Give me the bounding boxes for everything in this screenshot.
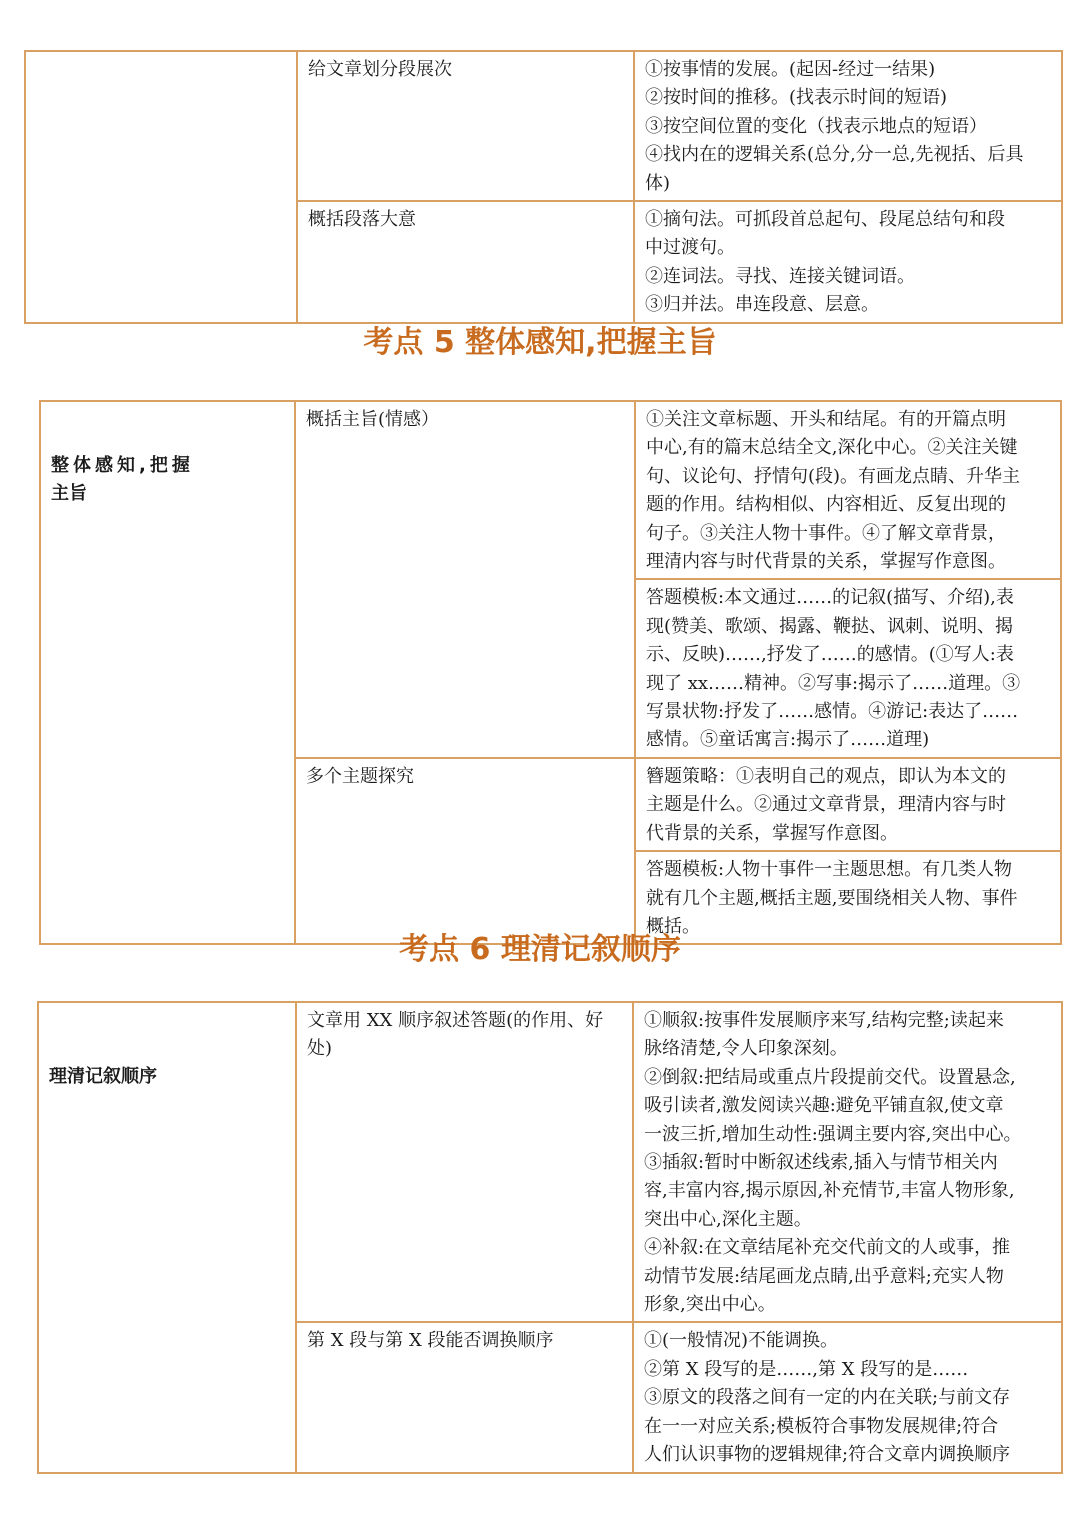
method-cell: ①关注文章标题、开头和结尾。有的开篇点明 中心,有的篇末总结全文,深化中心。②关注关键 句、议论句、抒情句(段)。有画龙点睛、升华主 题的作用。结构相似、内容相近、反复出现的 句子。③关注人物十事件。④了解文章背景， 理清内容与时代背景的关系，掌握写作意图。 bbox=[635, 401, 1061, 579]
topic-cell: 概括主旨(情感） bbox=[295, 401, 635, 758]
table-overall-theme bbox=[39, 400, 1062, 945]
category-cell bbox=[40, 401, 295, 944]
strategy-cell: 簪题策略：①表明自己的观点，即认为本文的 主题是什么。②通过文章背景，理清内容与时 代背景的关系，掌握写作意图。 bbox=[635, 758, 1061, 851]
method-line: ①摘句法。可抓段首总起句、段尾总结句和段 bbox=[645, 209, 1005, 231]
section-heading-5: 考点 5 整体感知,把握主旨 bbox=[363, 325, 717, 360]
empty-category-cell bbox=[25, 51, 297, 323]
table-paragraph-division bbox=[24, 50, 1063, 324]
method-cell bbox=[634, 201, 1062, 323]
table-narrative-order bbox=[37, 1001, 1063, 1474]
method-line: ①按事情的发展。(起因-经过一结果) bbox=[645, 59, 936, 80]
category-line: 整体感知,把握 bbox=[51, 455, 194, 476]
category-cell bbox=[38, 1002, 296, 1473]
method-line: 中过渡句。 bbox=[645, 237, 735, 259]
answer-template-cell: 答题模板:人物十事件一主题思想。有几类人物 就有几个主题,概括主题,要围绕相关人物、事件 概括。 bbox=[635, 851, 1061, 944]
answer-template-cell: 答题模板:本文通过……的记叙(描写、介绍),表 现(赞美、歌颂、揭露、鞭挞、讽刺、说明、揭 示、反映)……,抒发了……的感情。(①写人:表 现了 xx……精神。②写事:揭示了……道理。③ 写景状物:抒发了……感情。④游记:表达了…… 感情。⑤童话寓言:揭示了……道理) bbox=[635, 579, 1061, 757]
category-line: 理清记叙顺序 bbox=[49, 1066, 157, 1087]
section-heading-6: 考点 6 理清记叙顺序 bbox=[399, 932, 681, 967]
topic-cell: 概括段落大意 bbox=[297, 201, 634, 323]
topic-cell: 给文章划分段展次 bbox=[297, 51, 634, 201]
method-line: ②连词法。寻找、连接关键词语。 bbox=[645, 265, 915, 287]
method-line: ②按时间的推移。(找表示时间的短语) bbox=[645, 87, 948, 109]
category-line: 主旨 bbox=[51, 483, 87, 505]
topic-cell: 第 X 段与第 X 段能否调换顺序 bbox=[296, 1322, 633, 1472]
method-line: ④找内在的逻辑关系(总分,分一总,先视括、后具 bbox=[645, 144, 1024, 166]
method-cell bbox=[634, 51, 1062, 201]
method-line: ③归并法。串连段意、层意。 bbox=[645, 294, 879, 316]
method-cell: ①(一般情况)不能调换。 ②第 X 段写的是……,第 X 段写的是…… ③原文的段落之间有一定的内在关联;与前文存 在一一对应关系;模板符合事物发展规律;符合 人们认识事物的逻辑规律;符合文章内调换顺序 bbox=[633, 1322, 1062, 1472]
method-cell: ①顺叙:按事件发展顺序来写,结构完整;读起来 脉络清楚,令人印象深刻。 ②倒叙:把结局或重点片段提前交代。设置悬念, 吸引读者,激发阅读兴趣:避免平铺直叙,使文章 一波三折,增加生动性:强调主要内容,突出中心。 ③插叙:暂时中断叙述线索,插入与情节相关内 容,丰富内容,揭示原因,补充情节,丰富人物形象, 突出中心,深化主题。 ④补叙:在文章结尾补充交代前文的人或事，推 动情节发展:结尾画龙点睛,出乎意料;充实人物 形象,突出中心。 bbox=[633, 1002, 1062, 1322]
method-line: 体) bbox=[645, 172, 671, 194]
topic-cell: 文章用 XX 顺序叙述答题(的作用、好 处) bbox=[296, 1002, 633, 1322]
method-line: ③按空间位置的变化（找表示地点的短语） bbox=[645, 115, 987, 137]
topic-cell: 多个主题探究 bbox=[295, 758, 635, 944]
